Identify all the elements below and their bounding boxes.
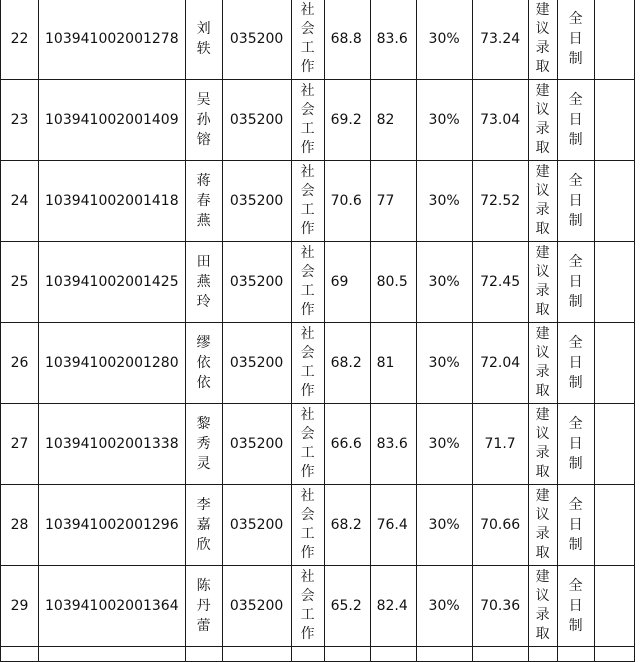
- result-text: 建议录取: [535, 164, 550, 237]
- name-text: 陈丹蕾: [196, 578, 211, 634]
- study-mode-text: 全日制: [568, 578, 583, 634]
- name-cell: [185, 323, 222, 404]
- name-cell: [185, 0, 222, 80]
- major-text: 社会工作: [300, 83, 315, 156]
- written-score-cell: 65.2: [324, 566, 370, 647]
- blank-cell: [594, 161, 634, 242]
- table-row: [1, 404, 635, 485]
- study-mode-text: 全日制: [568, 11, 583, 67]
- blank-cell: [594, 0, 634, 80]
- rank-cell: 27: [1, 404, 39, 485]
- study-mode-cell: [557, 80, 594, 161]
- total-score-cell: 70.66: [472, 485, 528, 566]
- major-code-cell: 035200: [222, 161, 291, 242]
- major-text: 社会工作: [300, 164, 315, 237]
- major-text: 社会工作: [300, 407, 315, 480]
- major-code-cell: 035200: [222, 323, 291, 404]
- written-score-cell: 68.2: [324, 323, 370, 404]
- written-score-cell: 69.2: [324, 80, 370, 161]
- rank-cell: 25: [1, 242, 39, 323]
- name-cell: [185, 161, 222, 242]
- interview-score-cell: 80.5: [370, 242, 416, 323]
- written-score-cell: 68.8: [324, 0, 370, 80]
- rank-cell: 23: [1, 80, 39, 161]
- result-cell: [528, 404, 557, 485]
- study-mode-text: 全日制: [568, 416, 583, 472]
- exam-id-cell: 103941002001409: [39, 80, 186, 161]
- result-cell: [528, 485, 557, 566]
- exam-id-cell: 103941002001338: [39, 404, 186, 485]
- major-cell: [291, 404, 324, 485]
- blank-cell: [594, 242, 634, 323]
- study-mode-text: 全日制: [568, 92, 583, 148]
- name-cell: [185, 80, 222, 161]
- empty-cell: [324, 647, 370, 662]
- empty-cell: [222, 647, 291, 662]
- name-text: 蒋春燕: [196, 173, 211, 229]
- major-cell: [291, 161, 324, 242]
- total-score-cell: 71.7: [472, 404, 528, 485]
- table-row: [1, 0, 635, 80]
- exam-id-cell: 103941002001418: [39, 161, 186, 242]
- study-mode-text: 全日制: [568, 335, 583, 391]
- major-text: 社会工作: [300, 569, 315, 642]
- interview-score-cell: 82: [370, 80, 416, 161]
- rank-cell: 29: [1, 566, 39, 647]
- interview-score-cell: 76.4: [370, 485, 416, 566]
- major-code-cell: 035200: [222, 242, 291, 323]
- rank-cell: 22: [1, 0, 39, 80]
- empty-cell: [528, 647, 557, 662]
- major-cell: [291, 242, 324, 323]
- empty-cell: [557, 647, 594, 662]
- blank-cell: [594, 80, 634, 161]
- result-cell: [528, 242, 557, 323]
- blank-cell: [594, 404, 634, 485]
- study-mode-cell: [557, 323, 594, 404]
- study-mode-cell: [557, 485, 594, 566]
- exam-id-cell: 103941002001296: [39, 485, 186, 566]
- weight-cell: 30%: [416, 485, 472, 566]
- table-row: [1, 323, 635, 404]
- exam-id-cell: 103941002001278: [39, 0, 186, 80]
- major-text: 社会工作: [300, 488, 315, 561]
- total-score-cell: 72.52: [472, 161, 528, 242]
- name-text: 刘轶: [196, 21, 211, 57]
- name-cell: [185, 485, 222, 566]
- empty-cell: [416, 647, 472, 662]
- result-text: 建议录取: [535, 326, 550, 399]
- result-cell: [528, 80, 557, 161]
- result-cell: [528, 161, 557, 242]
- study-mode-cell: [557, 566, 594, 647]
- empty-cell: [185, 647, 222, 662]
- interview-score-cell: 77: [370, 161, 416, 242]
- total-score-cell: 73.24: [472, 0, 528, 80]
- table-row: [1, 242, 635, 323]
- major-cell: [291, 566, 324, 647]
- result-text: 建议录取: [535, 2, 550, 75]
- major-code-cell: 035200: [222, 566, 291, 647]
- empty-cell: [370, 647, 416, 662]
- name-text: 吴孙镕: [196, 92, 211, 148]
- exam-id-cell: 103941002001280: [39, 323, 186, 404]
- weight-cell: 30%: [416, 404, 472, 485]
- rank-cell: 28: [1, 485, 39, 566]
- name-cell: [185, 242, 222, 323]
- major-text: 社会工作: [300, 245, 315, 318]
- blank-cell: [594, 566, 634, 647]
- empty-cell: [39, 647, 186, 662]
- study-mode-cell: [557, 404, 594, 485]
- weight-cell: 30%: [416, 566, 472, 647]
- rank-cell: 24: [1, 161, 39, 242]
- weight-cell: 30%: [416, 161, 472, 242]
- name-cell: [185, 404, 222, 485]
- interview-score-cell: 83.6: [370, 0, 416, 80]
- table-row: [1, 485, 635, 566]
- rank-cell: 26: [1, 323, 39, 404]
- empty-cell: [472, 647, 528, 662]
- result-cell: [528, 0, 557, 80]
- weight-cell: 30%: [416, 80, 472, 161]
- major-cell: [291, 0, 324, 80]
- study-mode-text: 全日制: [568, 254, 583, 310]
- total-score-cell: 73.04: [472, 80, 528, 161]
- table-row: [1, 80, 635, 161]
- written-score-cell: 69: [324, 242, 370, 323]
- written-score-cell: 70.6: [324, 161, 370, 242]
- major-text: 社会工作: [300, 2, 315, 75]
- table-row: [1, 566, 635, 647]
- interview-score-cell: 83.6: [370, 404, 416, 485]
- name-cell: [185, 566, 222, 647]
- table-row: [1, 161, 635, 242]
- major-code-cell: 035200: [222, 404, 291, 485]
- result-cell: [528, 323, 557, 404]
- name-text: 李嘉欣: [196, 497, 211, 553]
- written-score-cell: 66.6: [324, 404, 370, 485]
- blank-cell: [594, 485, 634, 566]
- result-cell: [528, 566, 557, 647]
- weight-cell: 30%: [416, 0, 472, 80]
- total-score-cell: 70.36: [472, 566, 528, 647]
- result-text: 建议录取: [535, 407, 550, 480]
- study-mode-cell: [557, 0, 594, 80]
- study-mode-text: 全日制: [568, 173, 583, 229]
- empty-cell: [291, 647, 324, 662]
- name-text: 黎秀灵: [196, 416, 211, 472]
- major-code-cell: 035200: [222, 0, 291, 80]
- empty-cell: [1, 647, 39, 662]
- table-row-partial: [1, 647, 635, 662]
- blank-cell: [594, 323, 634, 404]
- result-text: 建议录取: [535, 569, 550, 642]
- study-mode-cell: [557, 242, 594, 323]
- exam-id-cell: 103941002001425: [39, 242, 186, 323]
- major-code-cell: 035200: [222, 485, 291, 566]
- result-text: 建议录取: [535, 83, 550, 156]
- written-score-cell: 68.2: [324, 485, 370, 566]
- interview-score-cell: 81: [370, 323, 416, 404]
- total-score-cell: 72.45: [472, 242, 528, 323]
- major-text: 社会工作: [300, 326, 315, 399]
- interview-score-cell: 82.4: [370, 566, 416, 647]
- result-text: 建议录取: [535, 488, 550, 561]
- name-text: 田燕玲: [196, 254, 211, 310]
- empty-cell: [594, 647, 634, 662]
- weight-cell: 30%: [416, 242, 472, 323]
- major-code-cell: 035200: [222, 80, 291, 161]
- exam-id-cell: 103941002001364: [39, 566, 186, 647]
- weight-cell: 30%: [416, 323, 472, 404]
- major-cell: [291, 80, 324, 161]
- study-mode-text: 全日制: [568, 497, 583, 553]
- result-text: 建议录取: [535, 245, 550, 318]
- name-text: 缪依依: [196, 335, 211, 391]
- total-score-cell: 72.04: [472, 323, 528, 404]
- major-cell: [291, 323, 324, 404]
- study-mode-cell: [557, 161, 594, 242]
- major-cell: [291, 485, 324, 566]
